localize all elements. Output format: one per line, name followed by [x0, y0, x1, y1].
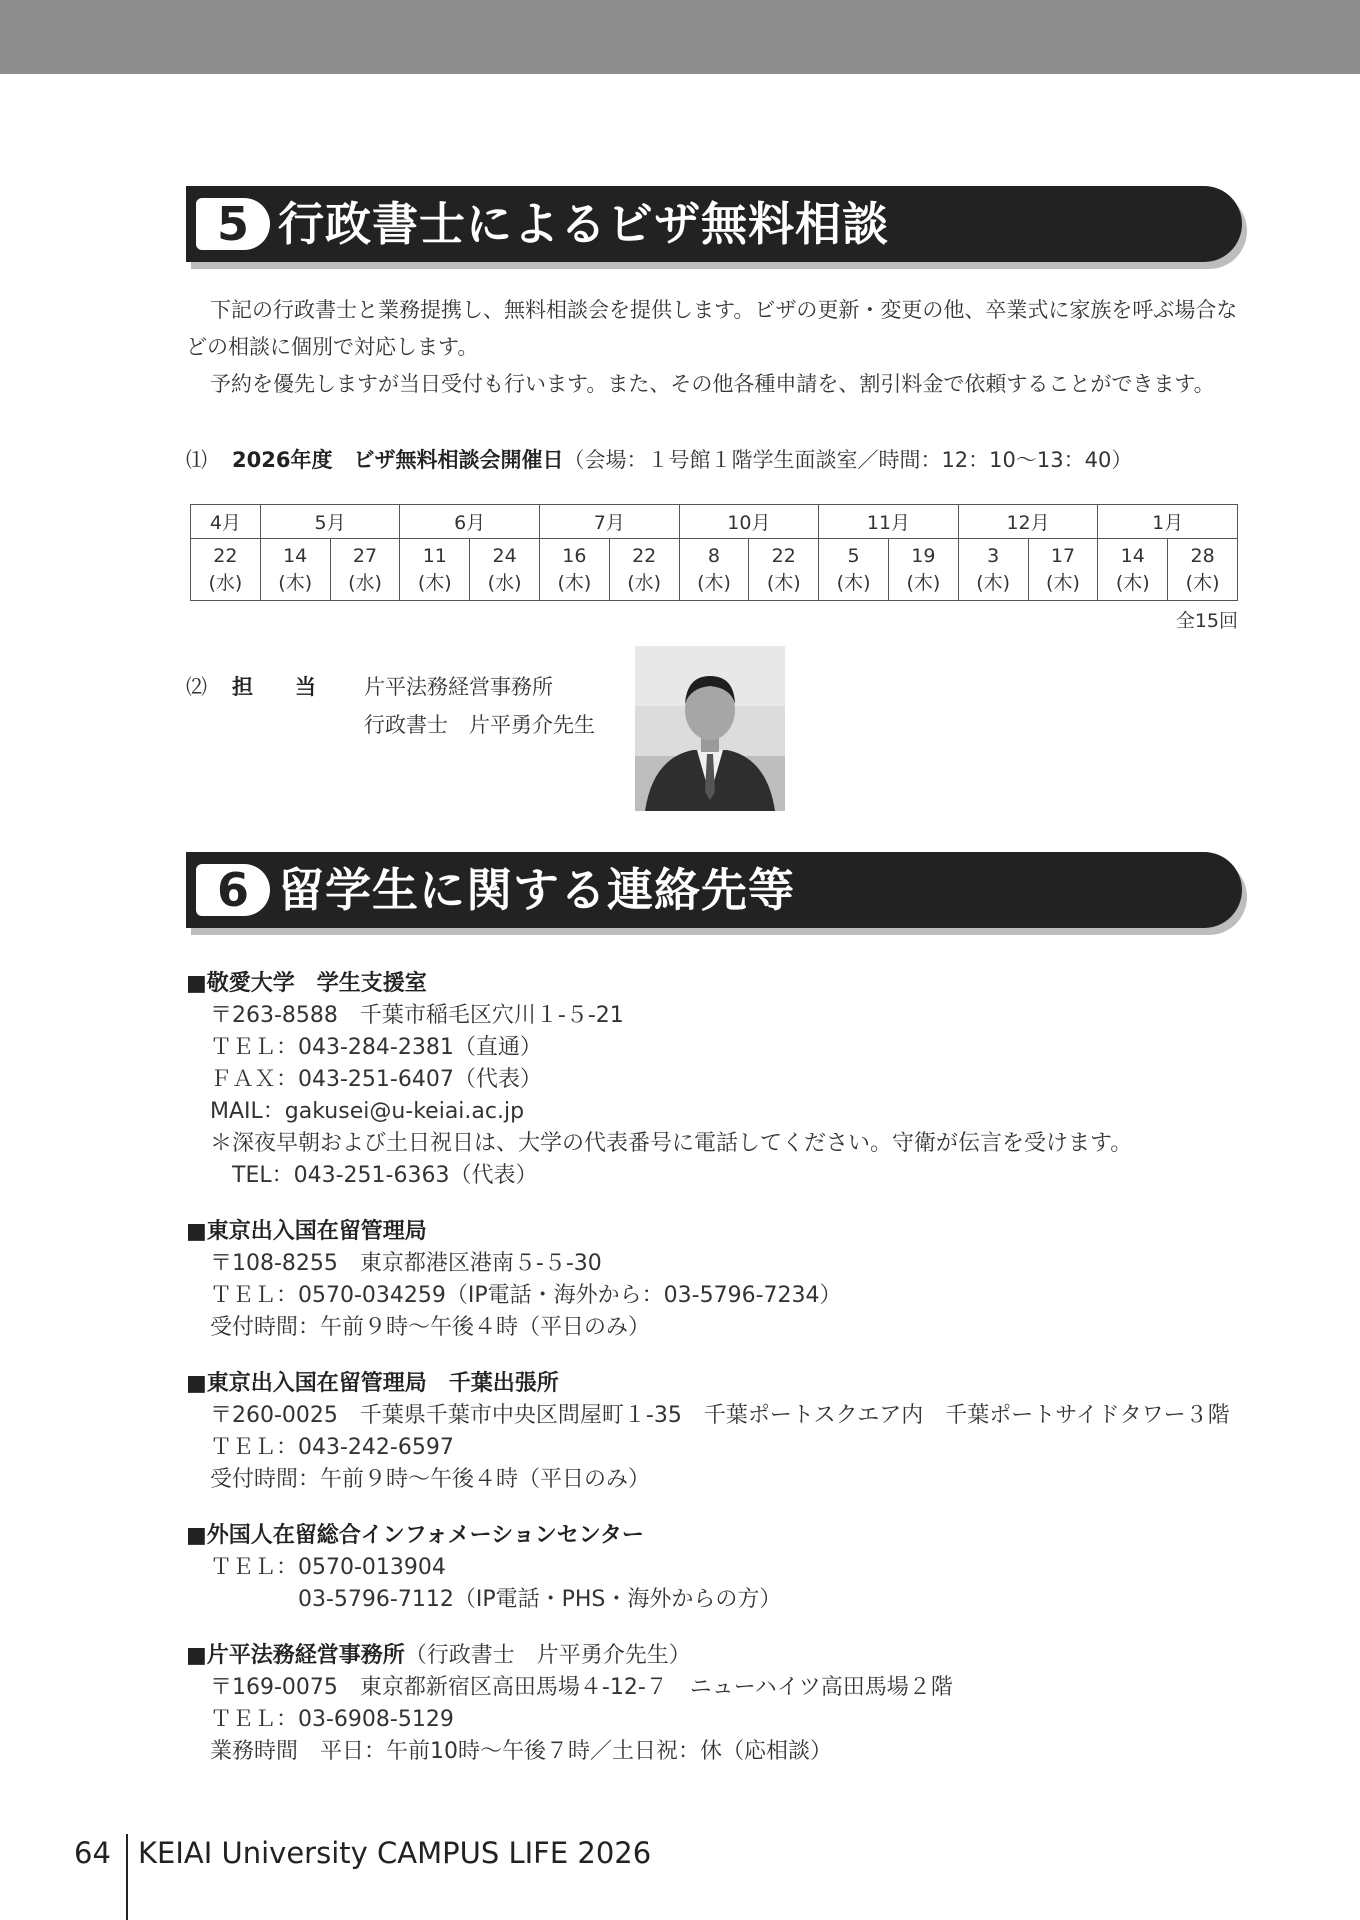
contact-block [186, 1520, 1246, 1616]
schedule-day-cell [749, 539, 819, 601]
schedule-weekday: (木) [906, 571, 941, 594]
schedule-weekday: (木) [766, 571, 801, 594]
schedule-days-row [191, 539, 1238, 601]
schedule-heading-details: （会場：１号館１階学生面談室／時間：12：10〜13：40） [563, 448, 1133, 472]
schedule-day-cell [539, 539, 609, 601]
schedule-weekday: (木) [697, 571, 731, 594]
contact-line: ＴＥＬ：043-284-2381（直通） [210, 1035, 542, 1060]
schedule-month-cell: 1月 [1098, 505, 1238, 539]
contact-name-text: ■外国人在留総合インフォメーションセンター [186, 1523, 644, 1548]
schedule-heading [186, 444, 1132, 474]
schedule-day-cell [819, 539, 889, 601]
schedule-total: 全15回 [1175, 610, 1238, 632]
contact-block [186, 968, 1246, 1192]
schedule-month-cell: 10月 [679, 505, 819, 539]
section-6-number: 6 [196, 864, 270, 916]
contact-line: 〒169-0075 東京都新宿区高田馬場４-12-７ ニューハイツ高田馬場２階 [210, 1675, 953, 1700]
schedule-day: 24 [492, 544, 517, 567]
schedule-weekday: (水) [208, 571, 243, 594]
schedule-day-cell [609, 539, 679, 601]
schedule-month-cell: 5月 [260, 505, 400, 539]
schedule-weekday: (木) [417, 571, 452, 594]
schedule-weekday: (木) [1115, 571, 1150, 594]
schedule-day: 22 [771, 544, 796, 567]
schedule-month-cell: 4月 [191, 505, 261, 539]
contact-name [186, 1216, 1246, 1248]
contact-name-note: （行政書士 片平勇介先生） [404, 1643, 691, 1668]
contact-line: 03-5796-7112（IP電話・PHS・海外からの方） [210, 1587, 782, 1612]
schedule-day-cell [958, 539, 1028, 601]
schedule-day-cell [888, 539, 958, 601]
schedule-day-cell [470, 539, 540, 601]
contact-line: ＴＥＬ：0570-013904 [210, 1555, 446, 1580]
schedule-weekday: (木) [1046, 571, 1080, 594]
contact-name [186, 968, 1246, 1000]
schedule-day-cell [260, 539, 330, 601]
schedule-month-cell: 6月 [400, 505, 540, 539]
schedule-day-cell [191, 539, 261, 601]
schedule-month-cell: 11月 [819, 505, 959, 539]
item-1-number: ⑴ [186, 448, 207, 472]
schedule-day: 19 [911, 544, 936, 567]
consultant-office: 片平法務経営事務所 [364, 675, 553, 699]
contact-line: ＊深夜早朝および土日祝日は、大学の代表番号に電話してください。守衛が伝言を受けます。 [210, 1131, 1133, 1156]
schedule-day-cell [1028, 539, 1098, 601]
consultant-info [186, 668, 595, 744]
schedule-weekday: (木) [278, 571, 313, 594]
contact-list [186, 968, 1246, 1792]
schedule-day: 27 [352, 544, 378, 567]
schedule-day-cell [330, 539, 400, 601]
contact-name [186, 1520, 1246, 1552]
schedule-day: 22 [632, 544, 657, 567]
contact-name-text: ■片平法務経営事務所 [186, 1643, 405, 1668]
consultant-name: 行政書士 片平勇介先生 [364, 713, 595, 737]
section-5-header [186, 186, 1242, 262]
contact-line: 受付時間：午前９時〜午後４時（平日のみ） [210, 1315, 651, 1340]
schedule-day: 3 [987, 544, 1000, 567]
contact-name-text: ■東京出入国在留管理局 千葉出張所 [186, 1371, 559, 1396]
contact-line: ＴＥＬ：0570-034259（IP電話・海外から：03-5796-7234） [210, 1283, 842, 1308]
schedule-day: 28 [1190, 544, 1215, 567]
contact-name-text: ■東京出入国在留管理局 [186, 1219, 427, 1244]
schedule-day-cell [1098, 539, 1168, 601]
schedule-weekday: (木) [836, 571, 871, 594]
consultant-label: 担 当 [232, 675, 316, 699]
section-5-number: 5 [196, 198, 270, 250]
consultant-photo [635, 646, 785, 811]
contact-block [186, 1368, 1246, 1496]
contact-line: 業務時間 平日：午前10時〜午後７時／土日祝：休（応相談） [210, 1739, 832, 1764]
page-number: 64 [74, 1836, 111, 1870]
contact-line: 〒108-8255 東京都港区港南５-５-30 [210, 1251, 602, 1276]
top-band [0, 0, 1360, 74]
schedule-day: 16 [562, 544, 587, 567]
contact-name [186, 1640, 1246, 1672]
contact-line: MAIL：gakusei@u-keiai.ac.jp [210, 1099, 525, 1124]
schedule-day: 11 [422, 544, 447, 567]
schedule-month-cell: 7月 [539, 505, 679, 539]
schedule-weekday: (木) [1185, 571, 1220, 594]
contact-line: 〒263-8588 千葉市稲毛区穴川１-５-21 [210, 1003, 624, 1028]
schedule-day-cell [679, 539, 749, 601]
item-2-number: ⑵ [186, 675, 207, 699]
schedule-day-cell [400, 539, 470, 601]
section-6-title: 留学生に関する連絡先等 [278, 863, 795, 917]
contact-line: ＴＥＬ：043-242-6597 [210, 1435, 454, 1460]
schedule-day: 14 [283, 544, 308, 567]
contact-line: ＦＡＸ：043-251-6407（代表） [210, 1067, 542, 1092]
contact-block [186, 1216, 1246, 1344]
contact-line: 〒260-0025 千葉県千葉市中央区問屋町１-35 千葉ポートスクエア内 千葉ポートサイドタワー３階 [210, 1403, 1230, 1428]
schedule-day: 5 [847, 544, 860, 567]
schedule-weekday: (木) [557, 571, 592, 594]
schedule-day: 8 [707, 544, 721, 567]
section-6-header [186, 852, 1242, 928]
schedule-weekday: (水) [487, 571, 522, 594]
schedule-day: 22 [213, 544, 238, 567]
schedule-weekday: (水) [627, 571, 662, 594]
schedule-day: 14 [1120, 544, 1145, 567]
contact-line: ＴＥＬ：03-6908-5129 [210, 1707, 454, 1732]
schedule-month-cell: 12月 [958, 505, 1098, 539]
intro-paragraph-1: 下記の行政書士と業務提携し、無料相談会を提供します。ビザの更新・変更の他、卒業式に家族を呼ぶ場合などの相談に個別で対応します。 [186, 298, 1238, 359]
contact-line: TEL：043-251-6363（代表） [210, 1163, 538, 1188]
schedule-weekday: (木) [976, 571, 1011, 594]
contact-block [186, 1640, 1246, 1768]
schedule-weekday: (水) [348, 571, 382, 594]
schedule-months-row [191, 505, 1238, 539]
section-5-intro [186, 292, 1246, 403]
schedule-table [190, 504, 1238, 601]
intro-paragraph-2: 予約を優先しますが当日受付も行います。また、その他各種申請を、割引料金で依頼することができます。 [210, 372, 1215, 396]
schedule-heading-title: 2026年度 ビザ無料相談会開催日 [232, 448, 564, 472]
schedule-day-cell [1168, 539, 1238, 601]
contact-name-text: ■敬愛大学 学生支援室 [186, 971, 427, 996]
footer-title: KEIAI University CAMPUS LIFE 2026 [138, 1836, 652, 1870]
contact-line: 受付時間：午前９時〜午後４時（平日のみ） [210, 1467, 651, 1492]
contact-name [186, 1368, 1246, 1400]
footer-divider [126, 1834, 128, 1920]
section-5-title: 行政書士によるビザ無料相談 [278, 197, 889, 251]
schedule-day: 17 [1050, 544, 1076, 567]
